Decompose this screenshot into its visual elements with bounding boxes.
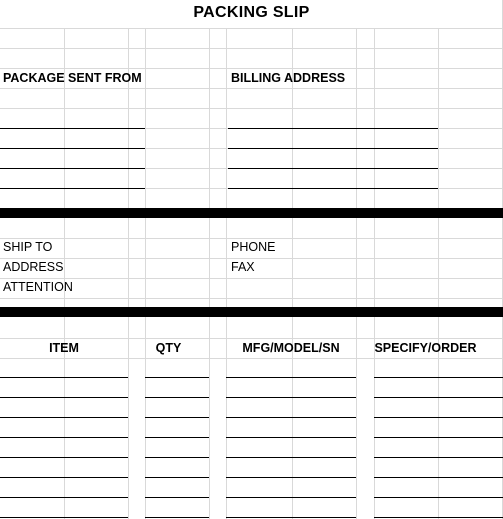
attention-label: ATTENTION: [3, 280, 73, 294]
table-entry-line[interactable]: [226, 377, 356, 378]
ship-to-label: SHIP TO: [3, 240, 53, 254]
billing-address-line[interactable]: [228, 148, 438, 149]
table-entry-line[interactable]: [0, 417, 128, 418]
table-entry-line[interactable]: [226, 437, 356, 438]
table-entry-line[interactable]: [0, 497, 128, 498]
table-entry-line[interactable]: [145, 377, 209, 378]
billing-address-line[interactable]: [228, 168, 438, 169]
grid-row-line: [0, 68, 503, 69]
fax-label: FAX: [231, 260, 255, 274]
grid-row-line: [0, 278, 503, 279]
sender-address-line[interactable]: [0, 168, 145, 169]
table-entry-line[interactable]: [0, 457, 128, 458]
grid-col-line: [226, 28, 227, 519]
address-label: ADDRESS: [3, 260, 64, 274]
table-entry-line[interactable]: [145, 397, 209, 398]
table-entry-line[interactable]: [145, 417, 209, 418]
column-header-specify-order: SPECIFY/ORDER: [374, 341, 477, 355]
phone-label: PHONE: [231, 240, 276, 254]
table-entry-line[interactable]: [0, 397, 128, 398]
billing-section-label: BILLING ADDRESS: [231, 71, 346, 85]
grid-row-line: [0, 338, 503, 339]
grid-row-line: [0, 258, 503, 259]
table-entry-line[interactable]: [226, 497, 356, 498]
page-title: PACKING SLIP: [193, 4, 310, 21]
table-entry-line[interactable]: [145, 477, 209, 478]
table-entry-line[interactable]: [374, 457, 503, 458]
table-entry-line[interactable]: [226, 517, 356, 518]
grid-col-line: [64, 28, 65, 519]
table-entry-line[interactable]: [374, 377, 503, 378]
grid-row-line: [0, 48, 503, 49]
table-entry-line[interactable]: [226, 457, 356, 458]
table-entry-line[interactable]: [145, 437, 209, 438]
section-divider: [0, 307, 503, 317]
table-entry-line[interactable]: [374, 517, 503, 518]
grid-col-line: [374, 28, 375, 519]
table-entry-line[interactable]: [0, 377, 128, 378]
grid-row-line: [0, 28, 503, 29]
sender-section-label: PACKAGE SENT FROM: [3, 71, 142, 85]
grid-col-line: [209, 28, 210, 519]
grid-col-line: [145, 28, 146, 519]
table-entry-line[interactable]: [226, 417, 356, 418]
section-divider: [0, 208, 503, 218]
table-entry-line[interactable]: [145, 457, 209, 458]
column-header-item: ITEM: [49, 341, 79, 355]
table-entry-line[interactable]: [0, 477, 128, 478]
sender-address-line[interactable]: [0, 188, 145, 189]
table-entry-line[interactable]: [374, 437, 503, 438]
grid-row-line: [0, 358, 503, 359]
sender-address-line[interactable]: [0, 128, 145, 129]
table-entry-line[interactable]: [145, 497, 209, 498]
sender-address-line[interactable]: [0, 148, 145, 149]
billing-address-line[interactable]: [228, 128, 438, 129]
column-header-mfg-model-sn: MFG/MODEL/SN: [242, 341, 340, 355]
billing-address-line[interactable]: [228, 188, 438, 189]
table-entry-line[interactable]: [374, 497, 503, 498]
table-entry-line[interactable]: [145, 517, 209, 518]
table-entry-line[interactable]: [0, 517, 128, 518]
grid-row-line: [0, 238, 503, 239]
column-header-qty: QTY: [155, 341, 182, 355]
table-entry-line[interactable]: [226, 397, 356, 398]
grid-row-line: [0, 298, 503, 299]
grid-row-line: [0, 88, 503, 89]
table-entry-line[interactable]: [374, 477, 503, 478]
grid-col-line: [356, 28, 357, 519]
grid-col-line: [292, 28, 293, 519]
table-entry-line[interactable]: [226, 477, 356, 478]
table-entry-line[interactable]: [374, 397, 503, 398]
grid-col-line: [128, 28, 129, 519]
grid-col-line: [438, 28, 439, 519]
grid-row-line: [0, 108, 503, 109]
table-entry-line[interactable]: [374, 417, 503, 418]
table-entry-line[interactable]: [0, 437, 128, 438]
